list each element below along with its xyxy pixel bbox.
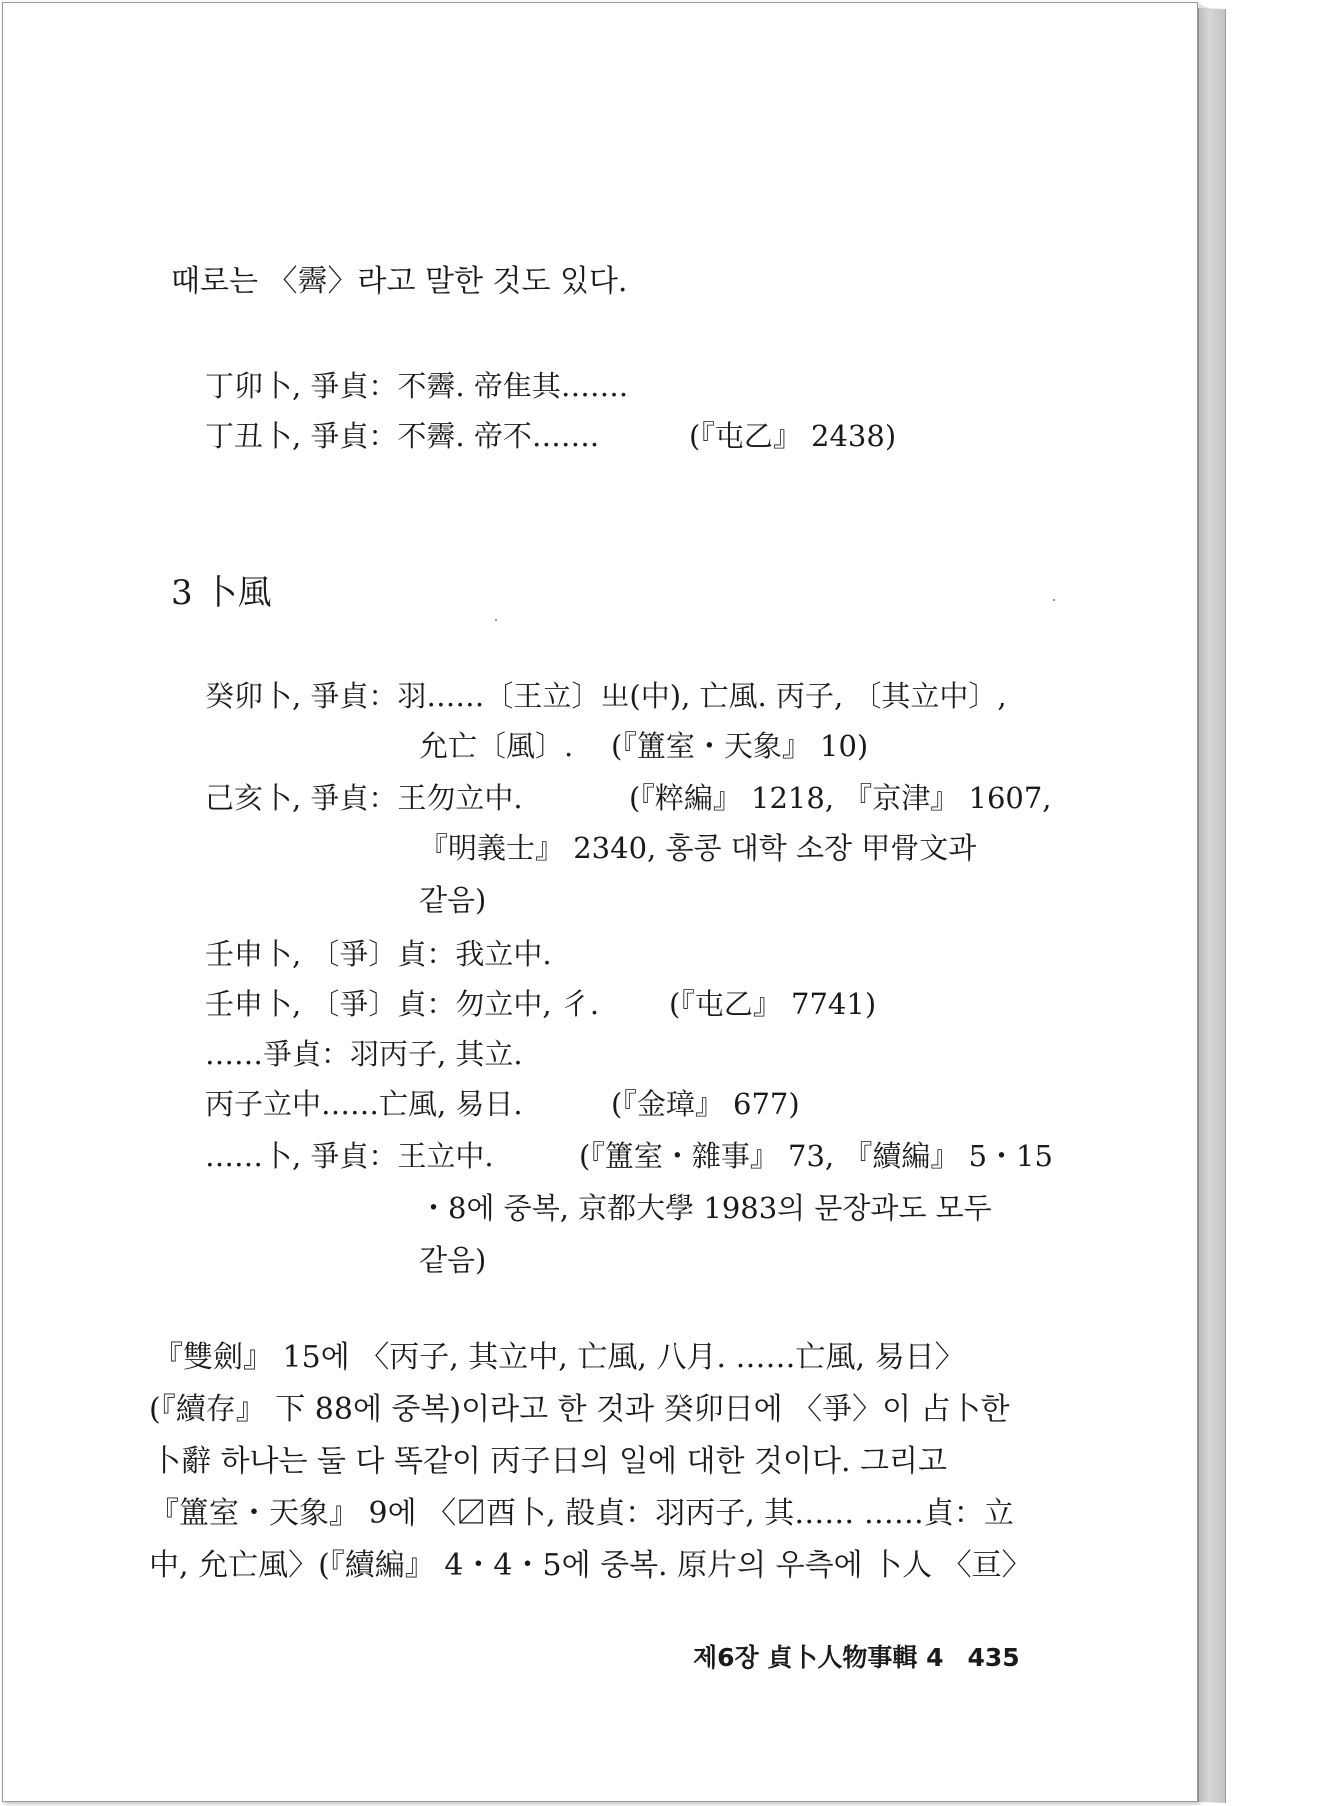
- paragraph-line-2: (『續存』 下 88에 중복)이라고 한 것과 癸卯日에 〈爭〉이 占卜한: [149, 1392, 1010, 1427]
- intro-line: 때로는 〈霽〉라고 말한 것도 있다.: [171, 264, 628, 299]
- entry2-source: (『粹編』 1218, 『京津』 1607,: [629, 781, 1052, 815]
- block1-source: (『屯乙』 2438): [689, 419, 897, 453]
- paragraph-line-3: 卜辭 하나는 둘 다 똑같이 丙子日의 일에 대한 것이다. 그리고: [151, 1444, 947, 1479]
- entry6-source: (『金璋』 677): [611, 1087, 800, 1121]
- scan-speck: [495, 619, 497, 621]
- page-number: 435: [967, 1643, 1020, 1672]
- entry1-line-2: 允亡〔風〕.: [419, 729, 574, 763]
- entry6-line: 丙子立中……亡風, 易日.: [205, 1087, 523, 1121]
- block1-line-1: 丁卯卜, 爭貞：不霽. 帝隹其…….: [205, 369, 629, 403]
- entry3-line: 壬申卜, 〔爭〕貞：我立中.: [205, 937, 552, 971]
- entry2-line-3: 같음): [419, 883, 487, 917]
- entry2-line-1: 己亥卜, 爭貞：王勿立中.: [205, 781, 523, 815]
- block1-line-2: 丁丑卜, 爭貞：不霽. 帝不…….: [205, 419, 600, 453]
- entry1-source: (『簠室・天象』 10): [611, 729, 869, 763]
- entry1-line-1: 癸卯卜, 爭貞：羽……〔王立〕㞢(中), 亡風. 丙子, 〔其立中〕,: [205, 679, 1007, 713]
- footer-chapter: 제6장 貞卜人物事輯 4: [693, 1643, 944, 1672]
- entry7-source: (『簠室・雜事』 73, 『續編』 5・15: [579, 1139, 1053, 1173]
- entry2-line-2: 『明義士』 2340, 홍콩 대학 소장 甲骨文과: [419, 831, 977, 865]
- entry7-line-1: ……卜, 爭貞：王立中.: [205, 1139, 494, 1173]
- paragraph-line-4: 『簠室・天象』 9에 〈〼酉卜, 㱿貞：羽丙子, 其…… ……貞：立: [149, 1496, 1014, 1531]
- page-edge-shadow: [1198, 8, 1226, 1803]
- entry7-line-2: ・8에 중복, 京都大學 1983의 문장과도 모두: [419, 1191, 992, 1225]
- paragraph-line-5: 中, 允亡風〉(『續編』 4・4・5에 중복. 原片의 우측에 卜人 〈亘〉: [149, 1548, 1032, 1583]
- entry4-line: 壬申卜, 〔爭〕貞：勿立中, 彳.: [205, 987, 600, 1021]
- paragraph-line-1: 『雙劍』 15에 〈丙子, 其立中, 亡風, 八月. ……亡風, 易日〉: [153, 1340, 965, 1375]
- entry7-line-3: 같음): [419, 1243, 487, 1277]
- page-footer: [693, 1643, 1020, 1673]
- section-heading: 3 卜風: [171, 573, 272, 613]
- book-page: [2, 2, 1198, 1802]
- scan-speck: [1053, 599, 1055, 601]
- entry4-source: (『屯乙』 7741): [669, 987, 877, 1021]
- entry5-line: ……爭貞：羽丙子, 其立.: [205, 1037, 523, 1071]
